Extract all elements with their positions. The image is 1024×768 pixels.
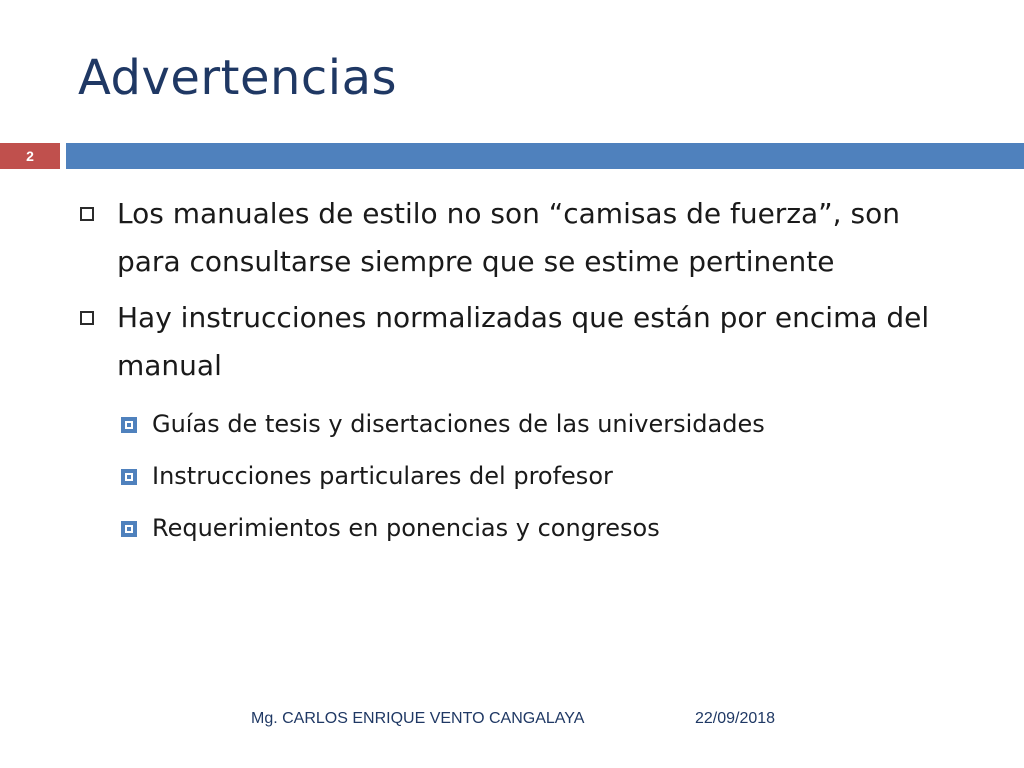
title-accent-bar <box>66 143 1024 169</box>
bullet-text: Hay instrucciones normalizadas que están por encima del manual <box>117 301 930 382</box>
sub-bullet-text: Requerimientos en ponencias y congresos <box>152 514 660 542</box>
slide-number: 2 <box>0 143 60 169</box>
sub-bullet-item <box>0 450 1024 502</box>
framed-square-bullet-icon <box>121 521 137 537</box>
sub-bullet-item <box>0 398 1024 450</box>
sub-bullet-text: Guías de tesis y disertaciones de las universidades <box>152 410 765 438</box>
hollow-square-bullet-icon <box>80 207 94 221</box>
bullet-text: Los manuales de estilo no son “camisas de fuerza”, son para consultarse siempre que se estime pertinente <box>117 197 900 278</box>
sub-bullet-text: Instrucciones particulares del profesor <box>152 462 613 490</box>
bullet-item <box>0 190 1024 286</box>
framed-square-bullet-icon <box>121 417 137 433</box>
bullet-item <box>0 294 1024 390</box>
framed-square-bullet-icon <box>121 469 137 485</box>
footer-author: Mg. CARLOS ENRIQUE VENTO CANGALAYA <box>251 710 585 727</box>
slide-content <box>0 190 1024 554</box>
sub-bullet-item <box>0 502 1024 554</box>
slide-title: Advertencias <box>78 50 398 106</box>
footer-date: 22/09/2018 <box>695 710 776 727</box>
hollow-square-bullet-icon <box>80 311 94 325</box>
